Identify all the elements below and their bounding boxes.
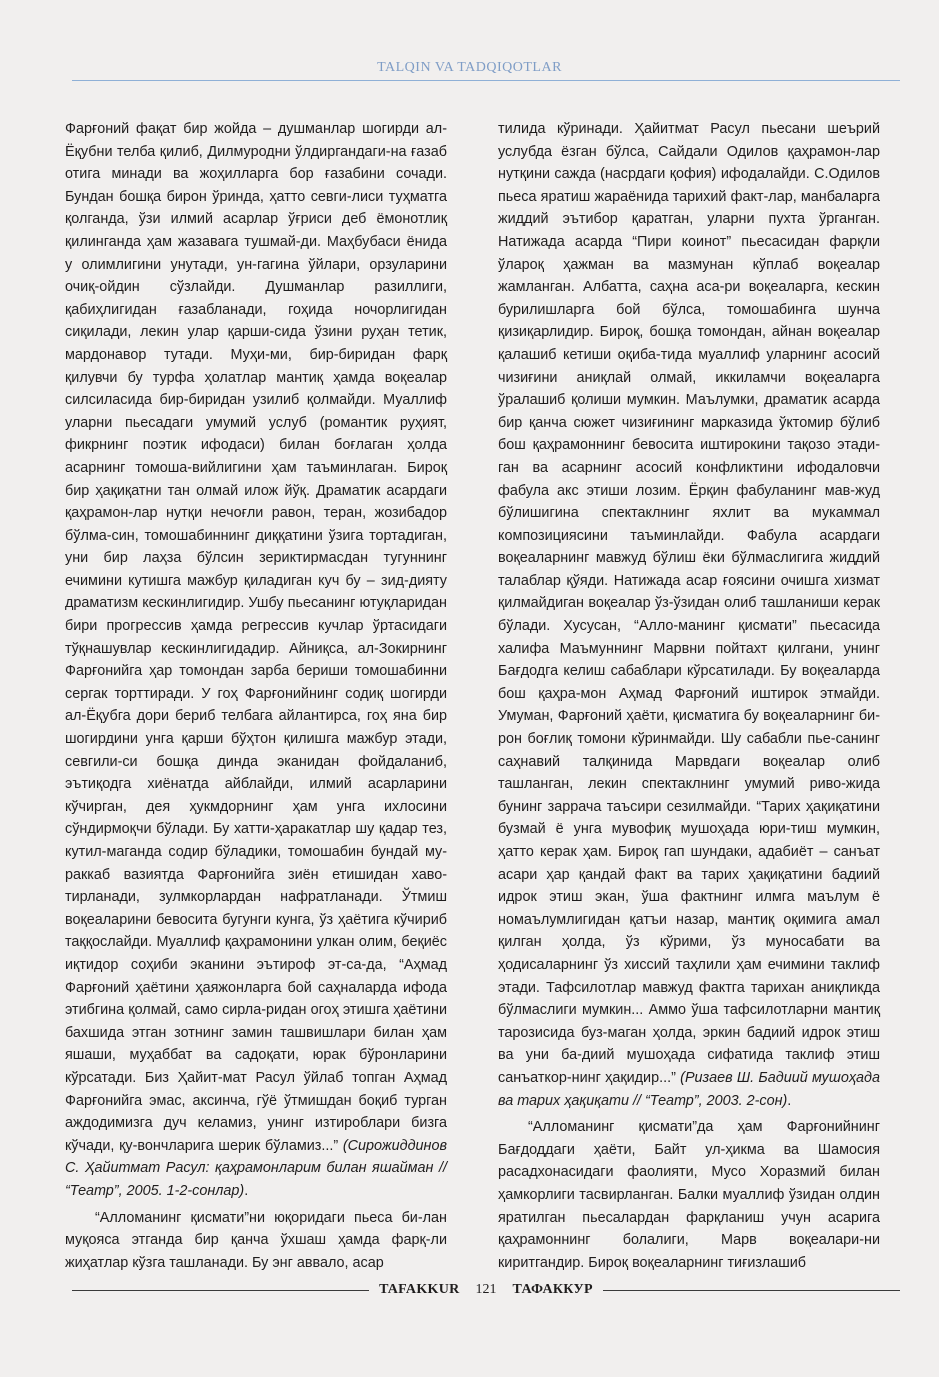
paragraph bbox=[498, 1116, 880, 1274]
running-title: TALQIN VA TADQIQOTLAR bbox=[377, 60, 562, 75]
paragraph-text: “Алломанинг қисмати”да ҳам Фарғонийнинг Бағдоддаги ҳаёти, Байт ул-ҳикма ва Шамосия расадхонасидаги фаолияти, Мусо Хоразмий билан ҳамкорлиги тасвирланган. Балки муаллиф ўзидан олдин яратилган пьесалардан фарқланиш учун асарига қаҳрамоннинг болалиги, Марв воқеалари-ни киритгандир. Бироқ воқеаларнинг тиғизлашиб bbox=[498, 1119, 880, 1271]
left-column bbox=[65, 118, 447, 1274]
paragraph bbox=[65, 1207, 447, 1275]
header-rule bbox=[72, 80, 900, 81]
paragraph-end: . bbox=[787, 1092, 792, 1109]
footer-journal-latin: TAFAKKUR bbox=[379, 1282, 460, 1297]
page-number: 121 bbox=[475, 1282, 497, 1297]
footer-journal-cyrillic: ТАФАККУР bbox=[512, 1282, 593, 1297]
footer-rule-right bbox=[603, 1290, 900, 1291]
paragraph bbox=[498, 118, 880, 1112]
paragraph-text: тилида кўринади. Ҳайитмат Расул пьесани шеърий услубда ёзган бўлса, Сайдали Одилов қаҳрамон-лар нутқини сажда (насрдаги қофия) ифодалайди. С.Одилов пьеса яратиш жараёнида тарихий факт-лар, манбаларга жиддий эътибор қаратган, уларни пухта ўрганган. Натижада асарда “Пири коинот” пьесасидан фарқли ўлароқ ҳажман ва мазмунан кўплаб воқеалар жамланган. Албатта, саҳна аса-ри воқеаларга, кескин бурилишларга бой бўлса, томошабинга шунча қизиқарлидир. Бироқ, бошқа томондан, айнан воқеалар қалашиб кетиши оқиба-тида муаллиф уларнинг асосий чизиғини аниқлай олмай, иккиламчи воқеаларга ўралашиб қолиши мумкин. Маълумки, драматик асарда бир қанча сюжет чизиғининг марказида ўктомир бўлиб бош қаҳрамоннинг бевосита иштирокини тақозо этади-ган ва асарнинг асосий конфликтини ифодаловчи фабула акс этиши лозим. Ёрқин фабуланинг мав-жуд бўлишигина спектаклнинг яхлит ва мукаммал композициясини таъминлайди. Фабула асардаги воқеаларнинг мавжуд бўлиш ёки бўлмаслигига жиддий талаблар қўяди. Натижада асар ғоясини очишга хизмат қилмайдиган воқеалар ўз-ўзидан олиб ташланиши керак бўлади. Хусусан, “Алло-манинг қисмати” пьесасида халифа Маъмуннинг Марвни пойтахт қилгани, унинг Бағдодга келиш сабаблари кўрсатилади. Бу воқеаларда бош қаҳра-мон Аҳмад Фарғоний иштирок этмайди. Умуман, Фарғоний ҳаёти, қисматига бу воқеаларнинг би-рон боғлиқ томони кўринмайди. Шу сабабли пье-санинг саҳнавий талқинида Марвдаги воқеалар олиб ташланган, лекин спектаклнинг умумий риво-жида бунинг заррача таъсири сезилмайди. “Тарих ҳақиқатини бузмай ё унга мувофиқ мушоҳада юри-тиш мумкин, ҳатто керак ҳам. Бироқ гап шундаки, адабиёт – санъат асари ҳар қандай факт ва тарих ҳақиқатини бадиий идрок этиш экан, ўша фактнинг илмга маълум ё номаълумлигидан қатъи назар, мантиқ оқимига амал қилган ҳолда, ўз кўрими, ўз муносабати ва ҳодисаларнинг ўз хиссий таҳлили ҳам ечимини таклиф этади. Тафсилотлар мавжуд фактга тарихан аниқликда бўлмаслиги мумкин... Аммо ўша тафсилотларни мантиқ тарозисида буз-маган ҳолда, эркин бадиий идрок этиш ва уни ба-диий мушоҳада сифатида таклиф этиш санъаткор-нинг ҳақидир...” bbox=[498, 121, 880, 1086]
citation: (Ризаев Ш. Бадиий мушоҳада ва тарих ҳақиқати // “Театр”, 2003. 2-сон) bbox=[498, 1069, 880, 1109]
page-footer bbox=[72, 1280, 900, 1300]
right-column bbox=[498, 118, 880, 1274]
paragraph-end: . bbox=[244, 1182, 249, 1199]
footer-rule-left bbox=[72, 1290, 369, 1291]
citation: (Сирожиддинов С. Ҳайитмат Расул: қаҳрамонларим билан яшайман // “Театр”, 2005. 1-2-сонлар) bbox=[65, 1137, 447, 1199]
paragraph bbox=[65, 118, 447, 1203]
paragraph-text: “Алломанинг қисмати”ни юқоридаги пьеса би-лан муқояса этганда бир қанча ўхшаш ҳамда фарқ-ли жиҳатлар кўзга ташланади. Бу энг аввало, асар bbox=[65, 1209, 447, 1271]
paragraph-text: Фарғоний фақат бир жойда – душманлар шогирди ал-Ёқубни телба қилиб, Дилмуродни ўлдиргандаги-на ғазаб отига минади ва жоҳилларга бор ғазабини сочади. Бундан бошқа бирон ўринда, ҳатто севги-лиси туҳматга қолганда, ўзи илмий асарлар ўғриси деб ёмонотлиқ қилинганда ҳам жазавага тушмай-ди. Маҳбубаси ёнида у олимлигини унутади, ун-гагина ўйлари, орзуларини очиқ-ойдин сўзлайди. Душманлар разиллиги, қабиҳлигидан ғазабланади, гоҳида ночорлигидан сиқилади, лекин улар қарши-сида ўзини руҳан тетик, мардонавор тутади. Муҳи-ми, бир-биридан фарқ қилувчи бу турфа ҳолатлар мантиқ ҳамда воқеалар силсиласида бир-биридан узилиб қолмайди. Муаллиф уларни пьесадаги умумий услуб (романтик руҳият, фикрнинг поэтик ифодаси) билан боғлаган ҳолда асарнинг томоша-вийлигини ҳам таъминлаган. Бироқ бир ҳақиқатни тан олмай илож йўқ. Драматик асардаги қаҳрамон-лар нутқи нечоғли равон, теран, жозибадор бўлма-син, томошабиннинг диққатини ўзига тортадиган, уни бир лаҳза бўлсин зериктирмасдан тугуннинг ечимини кутишга мажбур қиладиган куч бу – зид-дияту драматизм кескинлигидир. Ушбу пьесанинг ютуқларидан бири прогрессив ҳамда регрессив кучлар ўртасидаги тўқнашувлар кескинлигидадир. Айниқса, ал-Зокирнинг Фарғонийга ҳар томондан зарба бериши томошабинни сергак торттиради. У гоҳ Фарғонийнинг содиқ шогирди ал-Ёқубга дори бериб телбага айлантирса, гоҳ яна бир шогирдини унга қарши бўҳтон қилишга мажбур этади, севгили-си бошқа динда эканидан фойдаланиб, эътиқодга хиёнатда айблайди, илмий асарларини кўчирган, дея ҳукмдорнинг ҳам унга ихлосини сўндирмоқчи бўлади. Бу хатти-ҳаракатлар шу қадар тез, кутил-маганда содир бўладики, томошабин бундай му-раккаб вазиятда Фарғонийга зиён етишидан хаво-тирланади, зулмкорлардан нафратланади. Ўтмиш воқеаларини бевосита бугунги кунга, ўз ҳаётига кўчириб таққослайди. Муаллиф қаҳрамонини улкан олим, беқиёс иқтидор соҳиби эканини эътироф эт-са-да, “Аҳмад Фарғоний ҳаётини ҳаяжонларга бой саҳналарда ифода этибгина қолмай, само сирла-ридан огоҳ этишга ҳаётини бахшида этган зотнинг замин ташвишлари билан ҳам яшаши, муҳаббат ва садоқати, юрак бўронларини кўрсатади. Биз Ҳайит-мат Расул ўйлаб топган Аҳмад Фарғонийга эмас, аксинча, гўё ўтмишдан боқиб турган аждодимизга дуч келамиз, унинг изтироблари бизга кўчади, қу-вончларига шерик бўламиз...” bbox=[65, 121, 447, 1154]
